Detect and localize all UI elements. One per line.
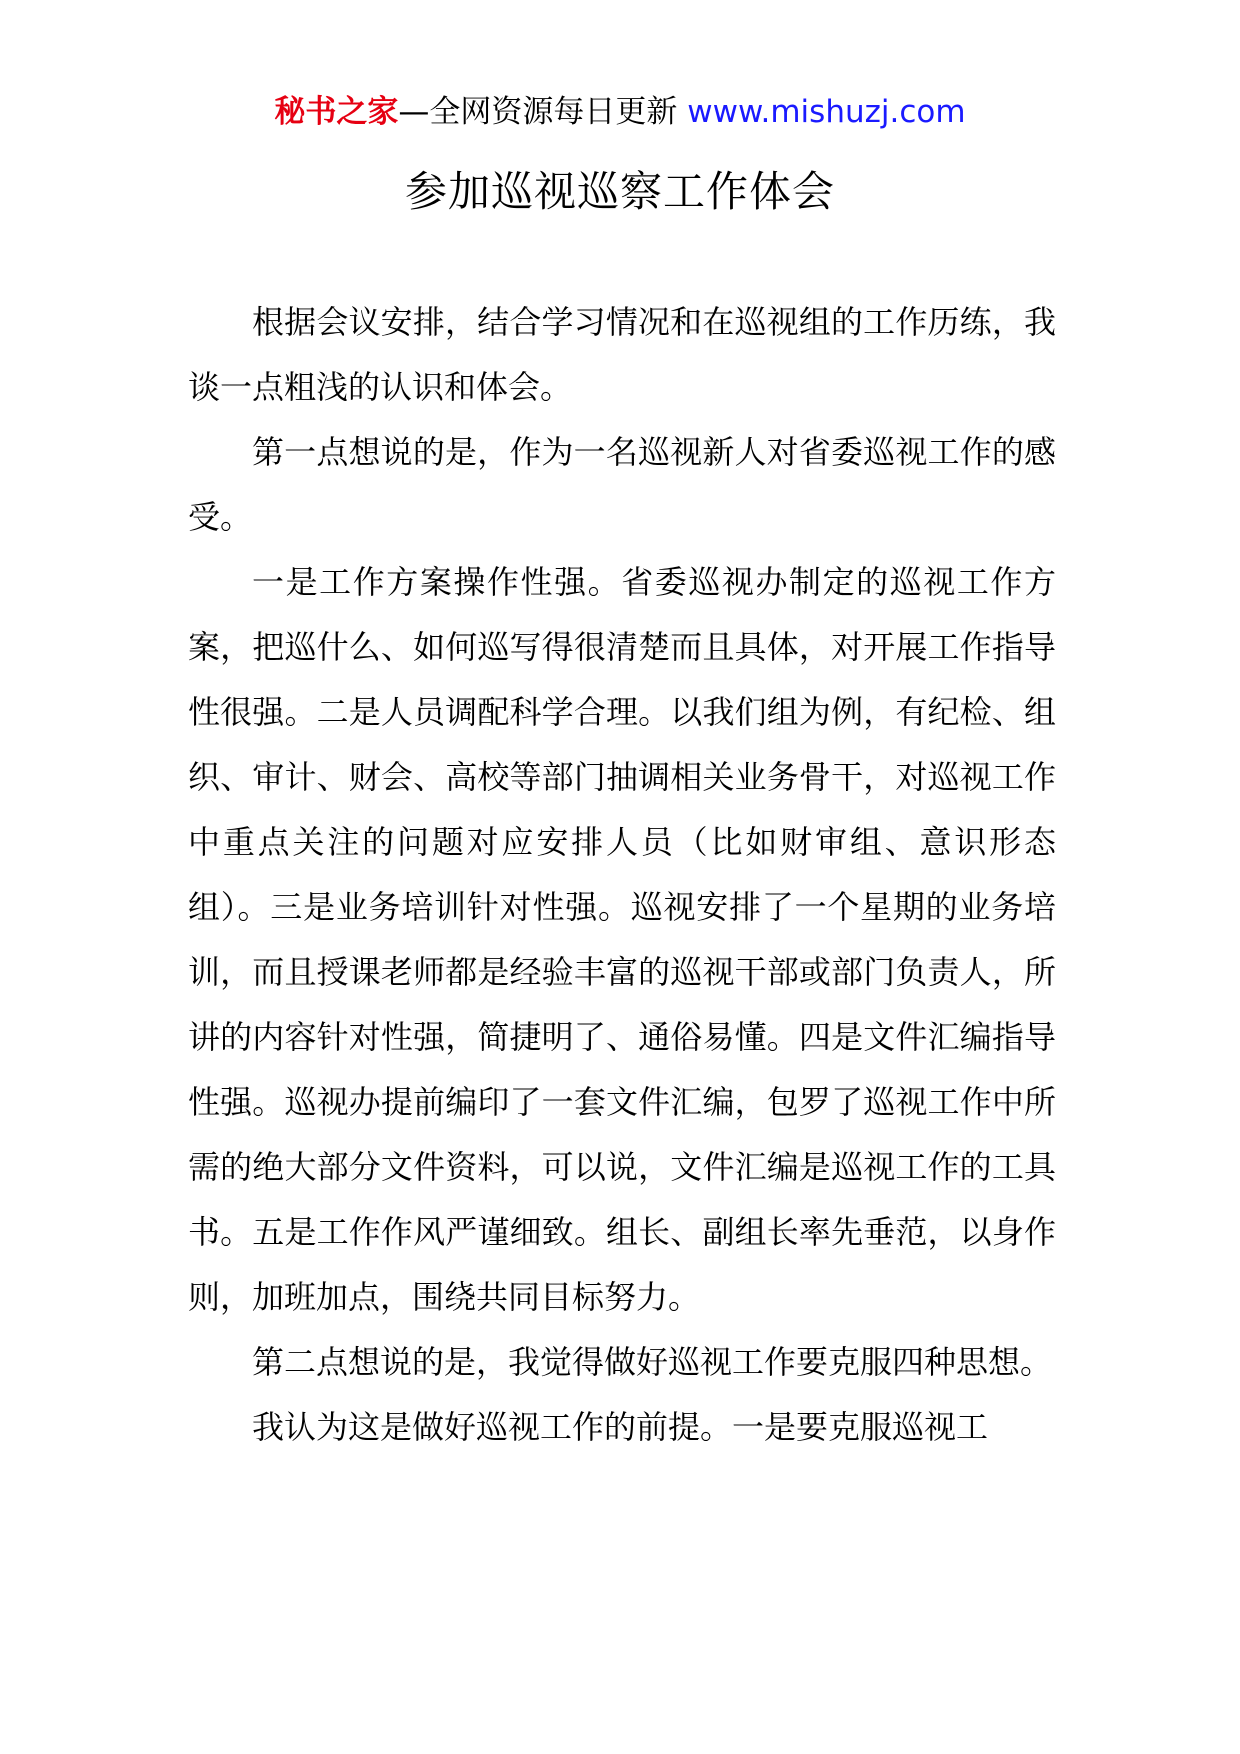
site-url-link[interactable]: www.mishuzj.com <box>687 94 966 130</box>
paragraph: 第二点想说的是，我觉得做好巡视工作要克服四种思想。 <box>252 1343 1053 1381</box>
document-body <box>188 290 1056 1460</box>
site-tagline: —全网资源每日更新 <box>398 94 688 130</box>
paragraph: 根据会议安排，结合学习情况和在巡视组的工作历练，我谈一点粗浅的认识和体会。 <box>188 303 1056 406</box>
paragraph: 一是工作方案操作性强。省委巡视办制定的巡视工作方案，把巡什么、如何巡写得很清楚而且具体，对开展工作指导性很强。二是人员调配科学合理。以我们组为例，有纪检、组织、审计、财会、高校等部门抽调相关业务骨干，对巡视工作中重点关注的问题对应安排人员（比如财审组、意识形态组）。三是业务培训针对性强。巡视安排了一个星期的业务培训，而且授课老师都是经验丰富的巡视干部或部门负责人，所讲的内容针对性强，简捷明了、通俗易懂。四是文件汇编指导性强。巡视办提前编印了一套文件汇编，包罗了巡视工作中所需的绝大部分文件资料，可以说，文件汇编是巡视工作的工具书。五是工作作风严谨细致。组长、副组长率先垂范，以身作则，加班加点，围绕共同目标努力。 <box>188 563 1056 1316</box>
paragraph: 第一点想说的是，作为一名巡视新人对省委巡视工作的感受。 <box>188 433 1056 536</box>
site-header <box>0 92 1240 132</box>
document-title: 参加巡视巡察工作体会 <box>404 167 835 216</box>
site-brand: 秘书之家 <box>274 94 399 130</box>
paragraph: 我认为这是做好巡视工作的前提。一是要克服巡视工 <box>252 1408 989 1446</box>
